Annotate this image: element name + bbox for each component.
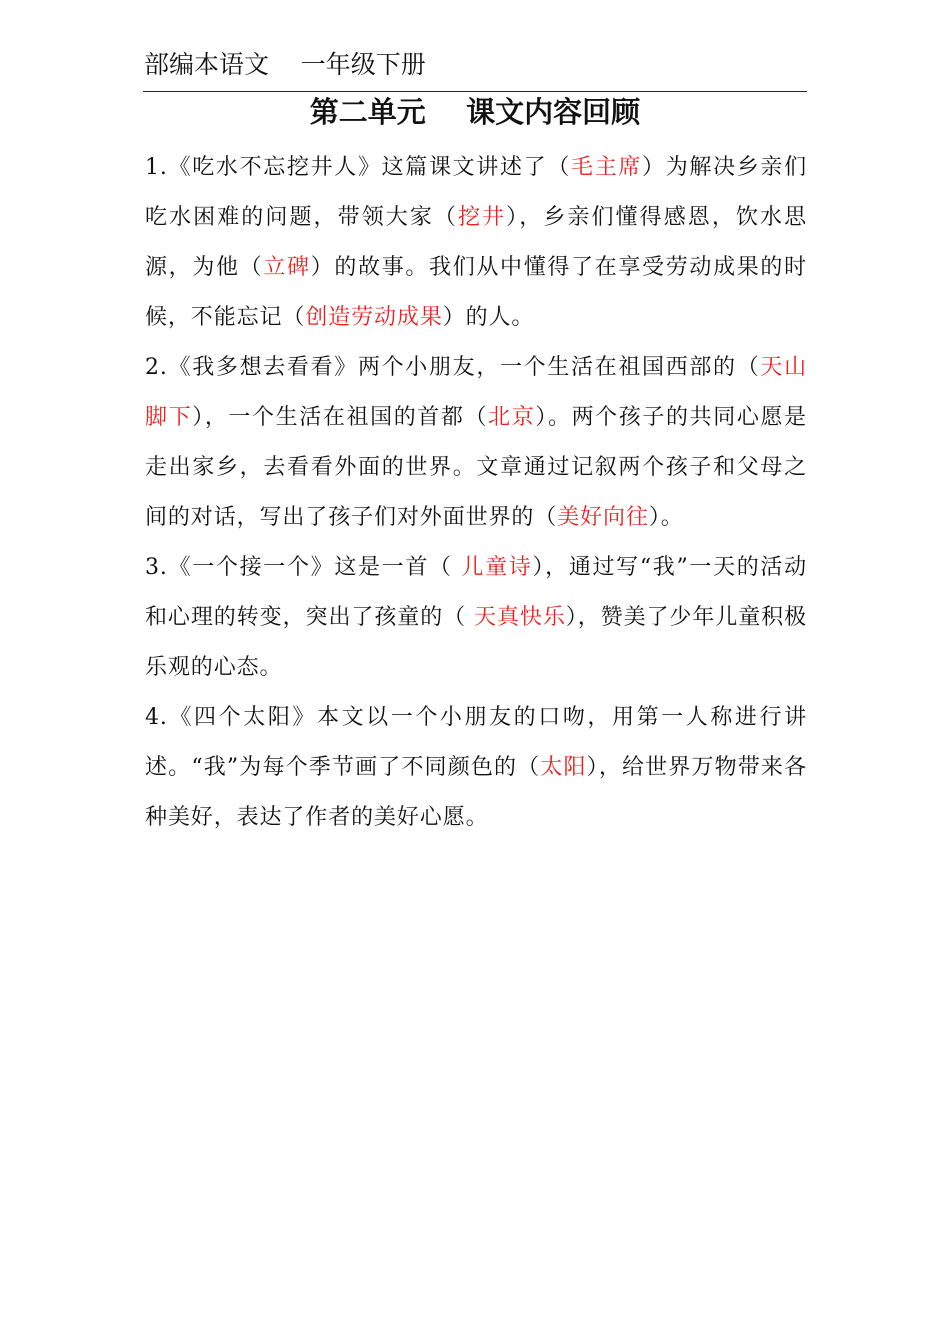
paragraph-text: ）的故事。我们从中懂得了在享受劳动成果的时候，不能忘记（	[145, 255, 807, 330]
document-title: 第二单元 课文内容回顾	[309, 95, 641, 129]
answer-text: 北京	[488, 405, 536, 430]
paragraph-text: ）为解决乡亲们吃水困难的问题，带领大家（	[145, 155, 808, 230]
paragraph-text: 1.《吃水不忘挖井人》这篇课文讲述了（	[145, 155, 572, 180]
paragraph-text: ），一个生活在祖国的首都（	[192, 405, 489, 430]
answer-text: 创造劳动成果	[305, 305, 443, 330]
paragraph-text: 4.《四个太阳》本文以一个小朋友的口吻，用第一人称进行讲述。“我”为每个季节画了不同颜色的（	[145, 705, 807, 780]
answer-text: 天山脚下	[145, 355, 807, 430]
paragraph-text: 3.《一个接一个》这是一首（	[145, 555, 462, 580]
paragraph-text: ），乡亲们懂得感恩，饮水思源，为他（	[145, 205, 807, 280]
page-header: 部编本语文 一年级下册	[144, 50, 426, 79]
paragraph-text: ），给世界万物带来各种美好，表达了作者的美好心愿。	[145, 755, 807, 830]
review-item-2	[145, 343, 807, 543]
answer-text: 太阳	[540, 755, 587, 780]
paragraph-text: 2.《我多想去看看》两个小朋友，一个生活在祖国西部的（	[145, 355, 761, 380]
answer-text: 挖井	[458, 205, 507, 230]
paragraph-text: ）。	[648, 505, 684, 530]
review-item-3	[145, 543, 807, 693]
review-item-1	[145, 143, 807, 343]
answer-text: 毛主席	[571, 155, 643, 180]
answer-text: 立碑	[263, 255, 311, 280]
answer-text: 美好向往	[557, 505, 649, 530]
paragraph-text: ），赞美了少年儿童积极乐观的心态。	[145, 605, 808, 680]
review-content	[145, 143, 807, 843]
answer-text: 儿童诗	[461, 555, 533, 580]
paragraph-text: ）。两个孩子的共同心愿是走出家乡，去看看外面的世界。文章通过记叙两个孩子和父母之间的对话，写出了孩子们对外面世界的（	[145, 405, 807, 530]
paragraph-text: ）的人。	[442, 305, 535, 330]
answer-text: 天真快乐	[474, 605, 566, 630]
paragraph-text: ），通过写“我”一天的活动和心理的转变，突出了孩童的（	[145, 555, 808, 630]
review-item-4	[145, 693, 807, 843]
